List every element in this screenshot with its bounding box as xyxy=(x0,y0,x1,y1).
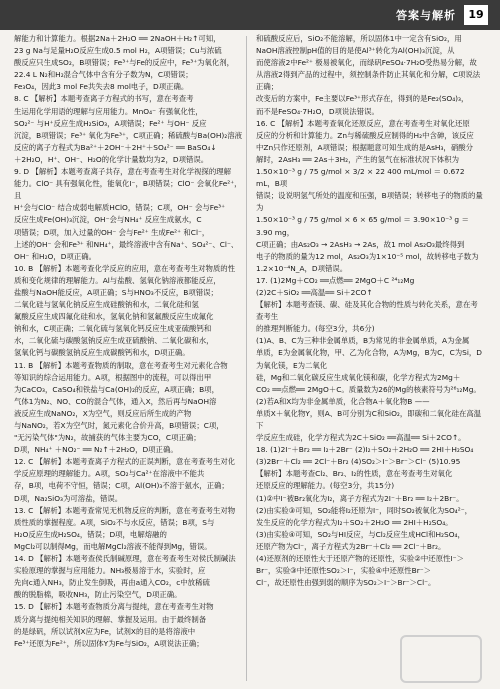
text-line: 学反应生成硅，化学方程式为2C＋SiO₂ ══高温══ Si＋2CO↑。 xyxy=(256,433,466,443)
left-column xyxy=(14,33,242,650)
text-line: OH⁻ 和H₂O，D项正确。 xyxy=(14,251,96,261)
text-line: 钠和水，C项正确；二氧化硫与氢氧化钙反应生成亚硫酸钙和 xyxy=(14,324,212,334)
text-line: 的是绿矾，所以试剂X应为Fe，试剂X的目的是将溶液中 xyxy=(14,626,196,636)
text-line: 还原反应的理解能力。(每空3分，共15分) xyxy=(256,481,395,491)
text-line: D项，Na₂SiO₃为可溶盐，错误。 xyxy=(14,493,123,503)
text-line: Cl⁻，故还原性由强到弱的顺序为SO₂＞I⁻＞Br⁻＞Cl⁻。 xyxy=(256,578,436,588)
text-line: 8. C 【解析】本题考查离子方程式的书写，意在考查考 xyxy=(14,94,194,104)
text-line: 14. D 【解析】本题考查侯氏制碱原理，意在考查考生对侯氏制碱法 xyxy=(14,554,236,564)
text-line: 实验原理的掌握与应用能力。NH₃极易溶于水，实验时，应 xyxy=(14,566,206,576)
text-line: Fe₃O₄，因此3 mol Fe共失去8 mol电子，D项正确。 xyxy=(14,82,189,92)
text-line: 电子的物质的量为12 mol，As₂O₃为1×10⁻⁵ mol，故转移电子数为 xyxy=(256,251,479,261)
text-line: (2)若A和X均为非金属单质，化合物A＋氧化物B —— xyxy=(256,396,430,406)
right-column xyxy=(256,33,484,589)
text-line: 能力。ClO⁻ 具有强氧化性，能氧化I⁻，B项错误；ClO⁻ 会氧化Fe²⁺，且 xyxy=(14,179,242,201)
text-line: 而使溶液2中Fe²⁺ 极易被氧化，而绿矾FeSO₄·7H₂O受热易分解，故 xyxy=(256,58,477,68)
text-line: 11. B 【解析】本题考查物质的制取，意在考查考生对元素化合物 xyxy=(14,360,228,370)
text-line: "无污染气体"为N₂，故捕获的气体主要为CO，C项正确； xyxy=(14,433,201,443)
text-line: CO₂ ══点燃══ 2MgO＋C。质量数为26的Mg的核素符号为²⁶₁₂Mg。 xyxy=(256,384,481,394)
text-line: 16. C 【解析】本题考查氧化还原反应，意在考查考生对氧化还原 xyxy=(256,118,470,128)
text-line: 氟酸反应生成四氟化硅和水，氢氧化钠和氢氟酸反应生成氟化 xyxy=(14,312,214,322)
text-line: ＋2H₂O，H⁺、OH⁻、H₂O的化学计量数均为2，D项错误。 xyxy=(14,154,209,164)
text-line: 【解析】本题考查镁、碳、硅及其化合物的性质与转化关系，意在考查考生 xyxy=(256,300,478,322)
text-line: 9. D 【解析】本题考查离子共存，意在考查考生对化学视探的理解 xyxy=(14,167,231,177)
text-line: 单质，E为金属氧化物，甲、乙为化合物，A为Mg，B为C，C为Si，D为氧化镁，E为二氧化 xyxy=(256,348,482,370)
text-line: 解能力和计算能力。根据2Na＋2H₂O ══ 2NaOH＋H₂↑可知， xyxy=(14,34,221,43)
text-line: 存，B项，电荷不守恒，错误；C项，Al(OH)₃不溶于氨水，正确； xyxy=(14,481,229,491)
text-line: 氢氧化钙与碳酸氢钠反应生成碳酸钙和水，D项正确。 xyxy=(14,348,190,358)
text-line: 先向c通入NH₃，防止发生倒吸，再由a通入CO₂，c中放稀硫 xyxy=(14,578,210,588)
text-line: 和硫酸反应后，SiO₂不能溶解，所以固体1中一定含有SiO₂，用 xyxy=(256,34,462,43)
text-line: 改变后的方案中，Fe主要以Fe³⁺形式存在，得到的是Fe₂(SO₄)₃， xyxy=(256,94,469,104)
text-line: 12. C 【解析】本题考查离子方程式的正误判断，意在考查考生对化 xyxy=(14,457,236,467)
text-line: 质性质的掌握程度。A项，SiO₂不与水反应，错误；B项，S与 xyxy=(14,517,215,527)
text-line: 质分离与提纯相关知识的理解、掌握及运用。由于最终制备 xyxy=(14,614,207,624)
text-line: 23 g Na与足量H₂O反应生成0.5 mol H₂，A项错误；Cu与浓硫 xyxy=(14,46,222,56)
text-line: 13. C 【解析】本题考查常见无机物反应的判断，意在考查考生对物 xyxy=(14,505,236,515)
text-line: 错误；设说明氢气所处的温度和压强，B项错误；转移电子的物质的量为 xyxy=(256,191,483,213)
text-line: 生运用化学用语的理解与应用能力。MnO₄⁻ 有强氧化性， xyxy=(14,106,203,116)
text-line: 沉淀，B项错误；Fe³⁺ 氧化为Fe³⁺，C项正确；稀硫酸与Ba(OH)₂溶液 xyxy=(14,130,243,140)
text-line: 发生反应的化学方程式为I₂＋SO₂＋2H₂O ══ 2HI＋H₂SO₄。 xyxy=(256,517,453,527)
text-line: 【解析】本题考查Cl₂、Br₂、I₂的性质，意在考查考生对氧化 xyxy=(256,469,453,479)
page-number: 19 xyxy=(464,5,488,25)
text-line: 17. (1)2Mg＋CO₂ ══点燃══ 2MgO＋C ²⁴₁₂Mg xyxy=(256,275,415,285)
text-line: 水，二氧化硫与碳酸氢钠反应生成亚硫酸钠、二氧化碳和水， xyxy=(14,336,214,346)
text-line: C项正确；由As₂O₃ → 2AsH₃ → 2As，故1 mol As₂O₃最终得到 xyxy=(256,239,465,249)
text-line: 质和变化规律的理解能力。Al与盐酸、氢氧化钠溶液都能反应， xyxy=(14,275,221,285)
text-line: MgCl₂可以制得Mg，而电解MgCl₂溶液不能得到Mg，错误。 xyxy=(14,541,212,551)
text-line: (2)由实验③可知，SO₂能将I₂还原为I⁻，同时SO₂被氧化为SO₄²⁻， xyxy=(256,505,473,515)
text-line: 反应的分析和计算能力。Zn与稀硫酸反应制得的H₂中含砷，该反应 xyxy=(256,130,474,140)
text-line: 中Zn只作还原剂，A项错误；根据题意可知生成的是AsH₃，硝酸分 xyxy=(256,142,473,152)
text-line: 酸的脱脂棉，吸收NH₃，防止污染空气，D项正确。 xyxy=(14,590,182,600)
text-line: 硅，Mg和二氧化碳反应生成氧化镁和碳，化学方程式为2Mg＋ xyxy=(256,372,461,382)
text-line: Br⁻，实验③中还原性SO₂＞I⁻，实验④中还原性Br⁻＞ xyxy=(256,566,432,576)
text-line: 1.2×10⁻⁴N_A，D项错误。 xyxy=(256,263,348,273)
text-line: 10. B 【解析】本题考查化学反应的应用，意在考查考生对物质的性 xyxy=(14,263,236,273)
page-header xyxy=(0,0,500,30)
text-line: H⁺会与ClO⁻ 结合成弱电解质HClO，错误；C项，OH⁻ 会与Fe³⁺ xyxy=(14,203,226,213)
text-line: D项，NH₄⁺ ＋NO₂⁻ ══ N₂↑＋2H₂O，D项正确。 xyxy=(14,445,178,455)
text-line: 项错误；D项，加入过量的OH⁻ 会与Fe²⁺ 生成Fe²⁺ 和Cl⁻， xyxy=(14,227,210,237)
text-line: 液反应生成NaNO₂，X为空气，则反应后所生成的产物 xyxy=(14,408,192,418)
text-line: 1.50×10⁻³ g / 75 g/mol × 6 × 65 g/mol ＝ 3.90×10⁻³ g ＝ 3.90 mg， xyxy=(256,215,469,237)
text-line: (2)2C＋SiO₂ ══高温══ Si＋2CO↑ xyxy=(256,287,373,297)
text-line: (1)A、B、C为三种非金属单质，B为常见的非金属单质，A为金属 xyxy=(256,336,470,346)
text-line: 而不是FeSO₄·7H₂O，D项说法错误。 xyxy=(256,106,379,116)
text-line: 学反应原理的理解能力。A项，SO₂与Ca²⁺在溶液中不能共 xyxy=(14,469,205,479)
text-line: (3)2Br⁻＋Cl₂ ══ 2Cl⁻＋Br₂ (4)SO₂＞I⁻＞Br⁻＞Cl⁻ (5)10.95 xyxy=(256,457,461,467)
text-line: 二氧化硅与氢氧化钠反应生成硅酸钠和水，二氧化硅和氢 xyxy=(14,300,199,310)
text-line: Fe³⁺还原为Fe²⁺，所以固体Y为Fe与SiO₂，A项说法正确； xyxy=(14,638,204,648)
text-line: 等知识的综合运用能力。A项，根据图中的流程，可以得出甲 xyxy=(14,372,212,382)
text-line: 盐酸与NaOH能反应，A项正确；S与HNO₃不反应，B项错误； xyxy=(14,287,218,297)
text-line: 单质X＋氧化物Y，则A、B可分别为C和SiO₂，即碳和二氧化硅在高温下 xyxy=(256,408,482,430)
watermark-logo xyxy=(400,635,482,683)
text-line: NaOH溶液控制pH值的目的是使Al³⁺转化为Al(OH)₃沉淀，从 xyxy=(256,46,455,56)
column-divider xyxy=(246,36,247,681)
text-line: 22.4 L N₂和H₂混合气体中含有分子数为N，C项错误； xyxy=(14,70,193,80)
text-line: 为CaCO₃，CaSO₄和铁盐与Ca(OH)₂的反应，A项正确；B项， xyxy=(14,384,219,394)
text-line: 反应生成Fe(OH)₃沉淀，OH⁻会与NH₄⁺ 反应生成氨水，C xyxy=(14,215,202,225)
text-line: 15. D 【解析】本题考查物质分离与提纯，意在考查考生对物 xyxy=(14,602,214,612)
text-line: 与NaNO₂，若X为空气时，氮元素化合价升高，B项错误；C项， xyxy=(14,421,224,430)
text-line: 气体1为N₂、NO、CO的混合气体，通入X，然后再与NaOH溶 xyxy=(14,396,217,406)
text-line: 反应的离子方程式为Ba²⁺＋2OH⁻＋2H⁺＋SO₄²⁻ ══ BaSO₄↓ xyxy=(14,142,217,152)
text-line: (1)②中I⁻被Br₂氧化为I₂，离子方程式为2I⁻＋Br₂ ══ I₂＋2Br⁻。 xyxy=(256,493,464,503)
text-line: SO₂²⁻ 与H⁺反应生成H₂SiO₃，A项错误；Fe²⁺ 与OH⁻ 反应 xyxy=(14,118,207,128)
header-title: 答案与解析 xyxy=(396,9,456,22)
text-line: 1.50×10⁻³ g / 75 g/mol × 3/2 × 22 400 mL/mol ＝ 0.672 mL，B项 xyxy=(256,167,465,189)
text-line: 解时，2AsH₃ ══ 2As＋3H₂，产生的氢气在标准状况下体积为 xyxy=(256,154,459,164)
text-line: 酸反应只生成SO₂，B项错误；Fe³⁺与Fe的反应中，Fe³⁺为氧化剂， xyxy=(14,58,235,68)
text-line: H₂O反应生成H₂SO₄，错误；D项，电解熔融的 xyxy=(14,529,167,539)
text-line: (4)还原剂的还原性大于还原产物的还原性，实验②中还原性I⁻＞ xyxy=(256,554,464,564)
text-line: 还原产物为Cl⁻，离子方程式为2Br⁻＋Cl₂ ══ 2Cl⁻＋Br₂。 xyxy=(256,541,446,551)
text-line: (3)由实验④可知，SO₂与HI反应，与Cl₂反应生成HCl和H₂SO₄， xyxy=(256,529,465,539)
text-line: 18. (1)2I⁻＋Br₂ ══ I₂＋2Br⁻ (2)I₂＋SO₂＋2H₂O ══ 2HI＋H₂SO₄ xyxy=(256,445,474,455)
text-line: 上述的OH⁻ 会和Fe³⁺ 和NH₄⁺，最终溶液中含有Na⁺、SO₄²⁻、Cl⁻、 xyxy=(14,239,239,249)
text-line: 从溶液2得到产品的过程中，须控制条件防止其氧化和分解，C项说法正确； xyxy=(256,70,481,92)
text-line: 的推理判断能力。(每空3分，共6分) xyxy=(256,324,375,334)
